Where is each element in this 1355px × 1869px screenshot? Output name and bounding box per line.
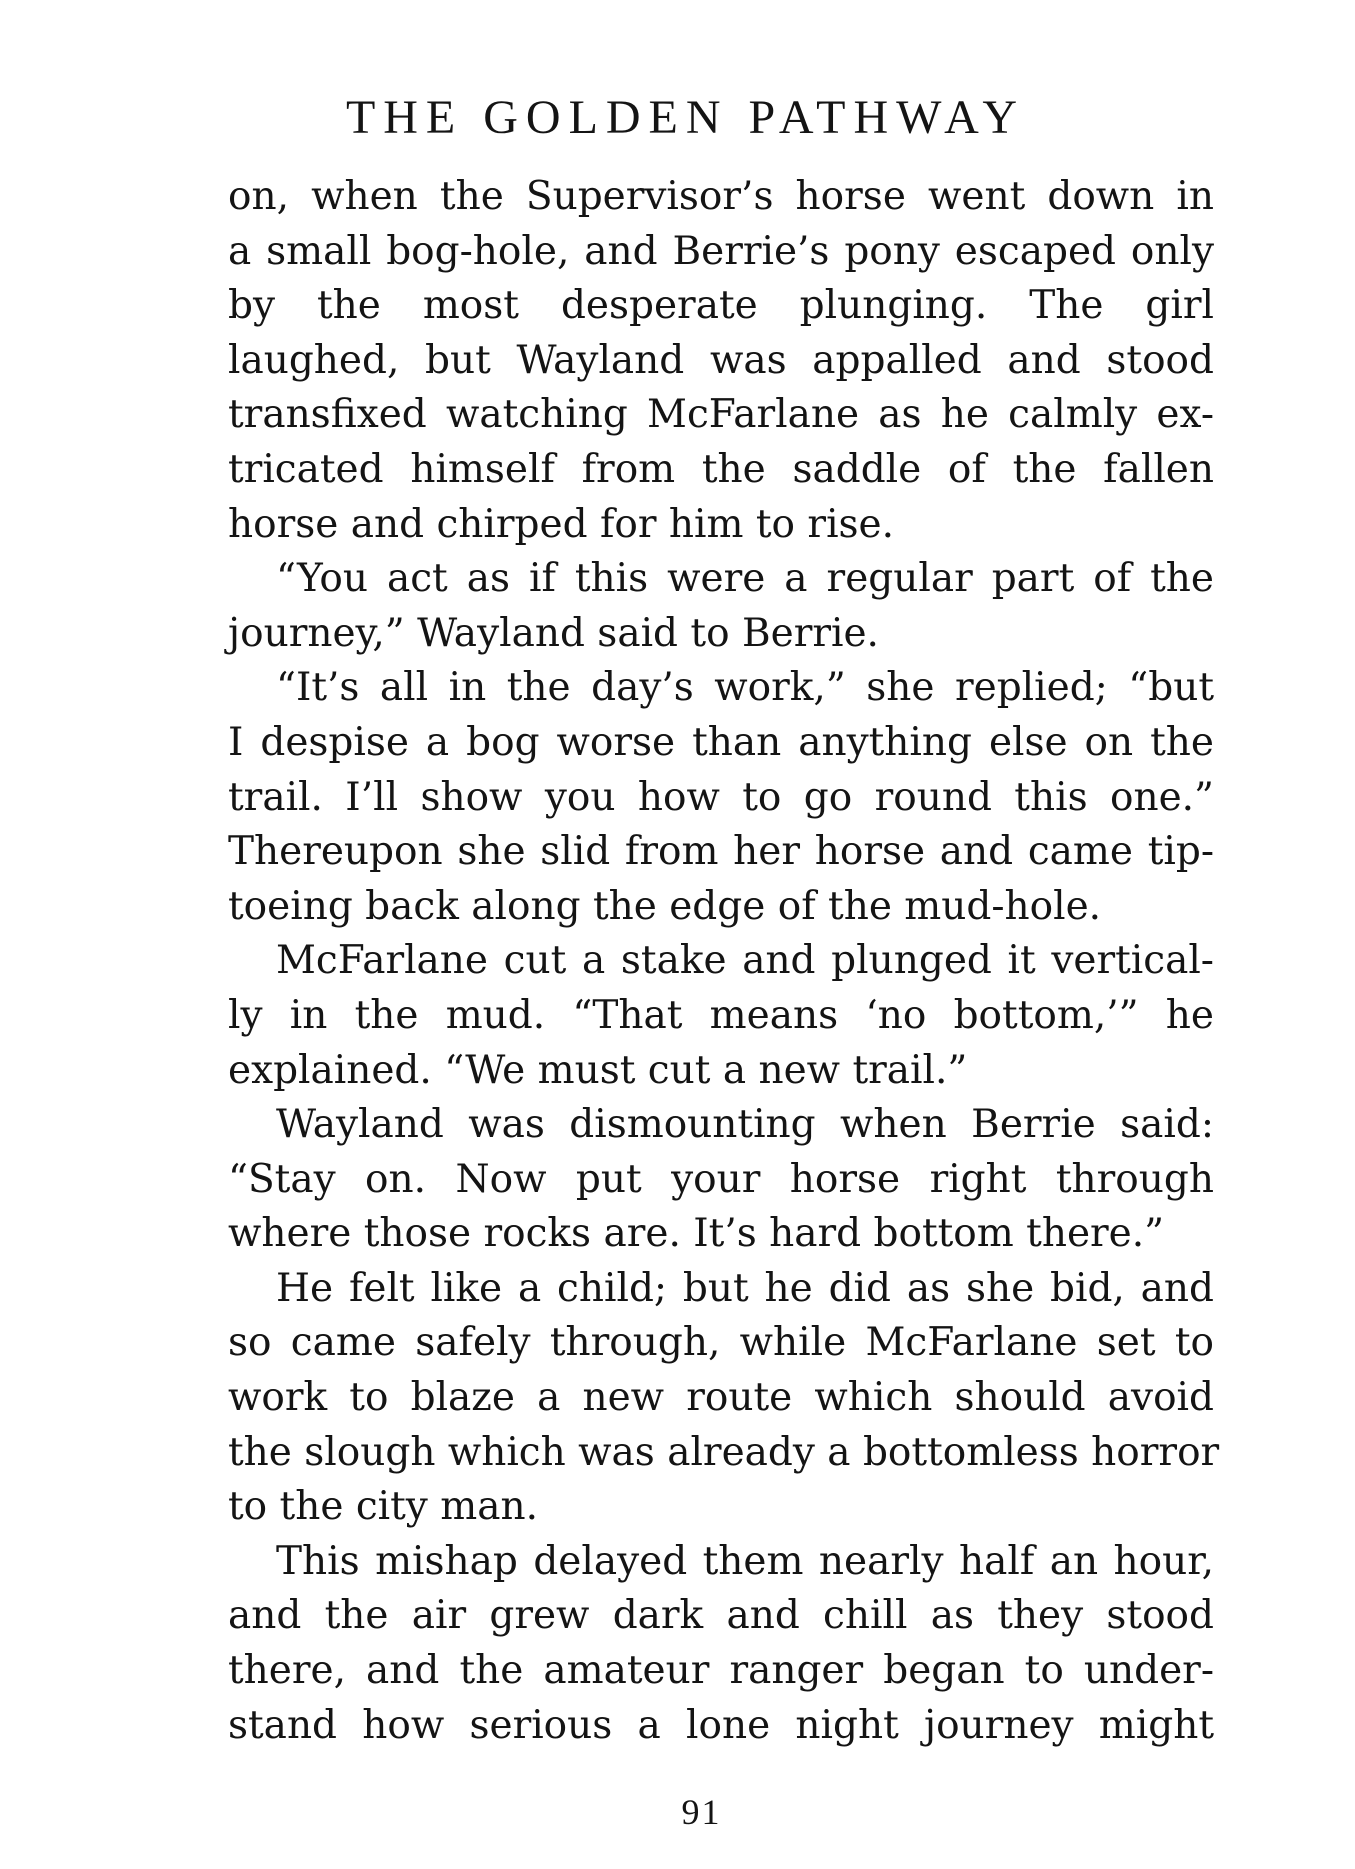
text-line: where those rocks are. It’s hard bottom there.” [228, 1211, 1165, 1257]
text-line: “It’s all in the day’s work,” she replied; “but [276, 665, 1214, 711]
text-line: horse and chirped for him to rise. [228, 501, 895, 547]
text-line: I despise a bog worse than anything else on the [228, 719, 1214, 765]
text-line: work to blaze a new route which should avoid [228, 1375, 1214, 1421]
text-line: a small bog-hole, and Berrie’s pony escaped only [228, 228, 1214, 274]
text-line: McFarlane cut a stake and plunged it vertical- [276, 938, 1214, 984]
text-line: so came safely through, while McFarlane set to [228, 1320, 1214, 1366]
text-line: He felt like a child; but he did as she bid, and [276, 1265, 1214, 1311]
text-line: “Stay on. Now put your horse right through [228, 1156, 1214, 1202]
text-line: Thereupon she slid from her horse and came tip- [228, 829, 1214, 875]
text-line: and the air grew dark and chill as they stood [228, 1593, 1214, 1639]
running-head: THE GOLDEN PATHWAY [345, 91, 1026, 144]
text-line: transfixed watching McFarlane as he calmly ex- [228, 392, 1214, 438]
text-line: the slough which was already a bottomless horror [228, 1429, 1220, 1475]
text-line: “You act as if this were a regular part of the [276, 556, 1214, 602]
text-line: by the most desperate plunging. The girl [228, 283, 1214, 329]
page-number: 91 [681, 1792, 722, 1832]
text-line: to the city man. [228, 1484, 538, 1530]
text-line: explained. “We must cut a new trail.” [228, 1047, 968, 1093]
body-text [228, 170, 1220, 1753]
text-line: journey,” Wayland said to Berrie. [228, 610, 879, 656]
text-line: stand how serious a lone night journey might [228, 1702, 1214, 1748]
text-line: This mishap delayed them nearly half an hour, [276, 1538, 1214, 1584]
text-line: Wayland was dismounting when Berrie said: [276, 1102, 1214, 1148]
text-line: there, and the amateur ranger began to under- [228, 1648, 1214, 1694]
text-line: tricated himself from the saddle of the fallen [228, 446, 1214, 492]
text-line: laughed, but Wayland was appalled and stood [228, 337, 1214, 383]
text-line: on, when the Supervisor’s horse went down in [228, 174, 1214, 219]
text-line: trail. I’ll show you how to go round this one.” [228, 774, 1214, 820]
text-line: ly in the mud. “That means ‘no bottom,’” he [228, 992, 1214, 1038]
text-line: toeing back along the edge of the mud-hole. [228, 883, 1102, 929]
